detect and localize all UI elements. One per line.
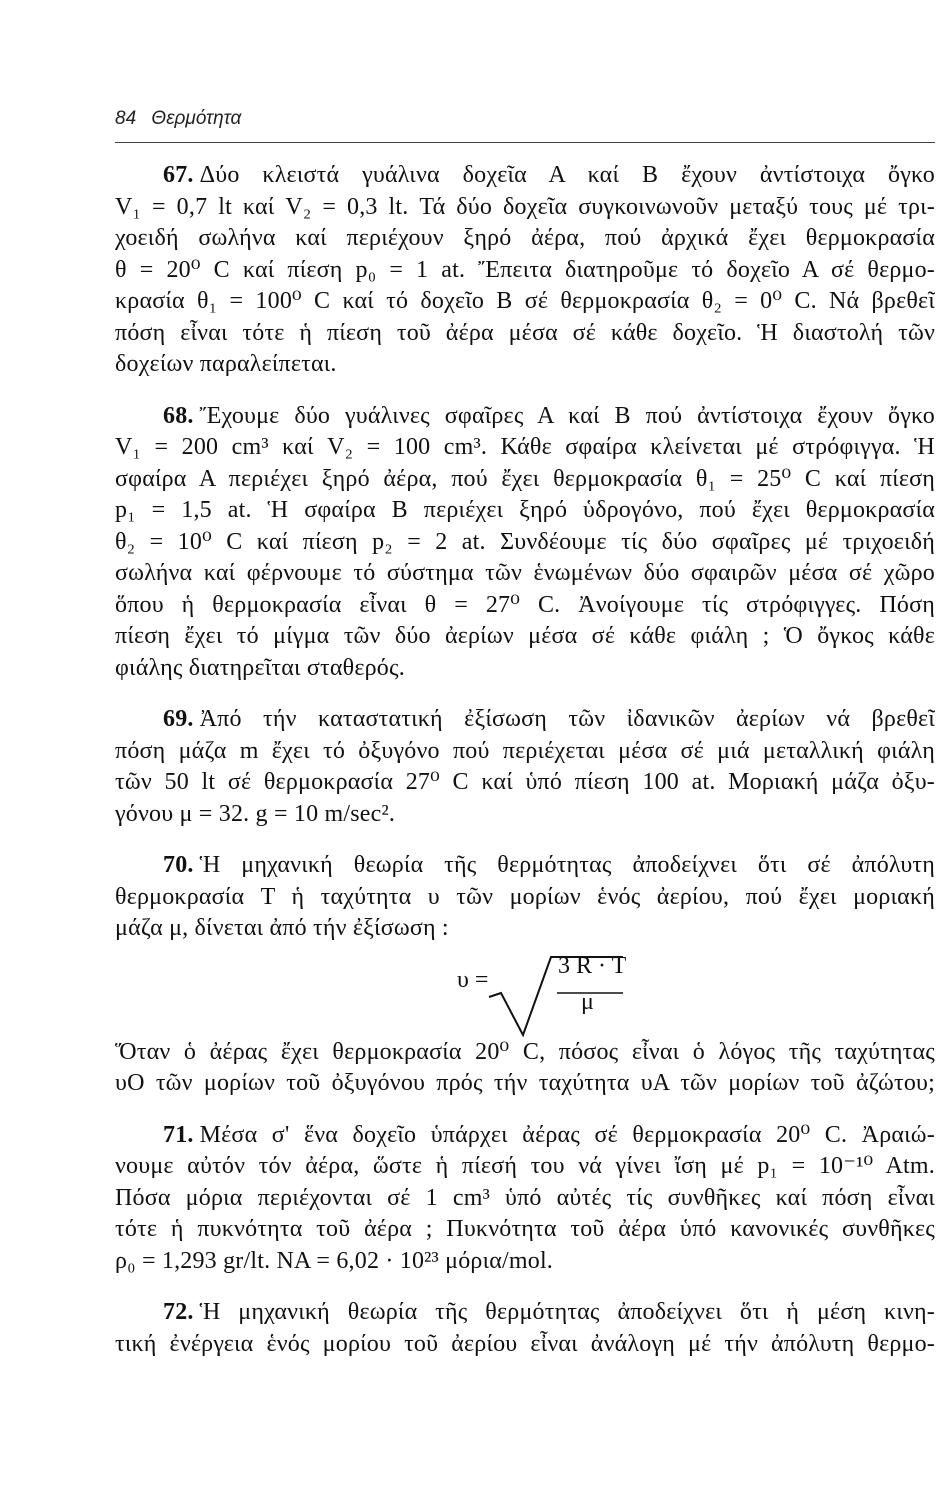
problem-number: 68. <box>163 402 194 429</box>
problem-67 <box>115 160 935 381</box>
problem-number: 67. <box>163 162 194 188</box>
problem-number: 70. <box>163 852 194 878</box>
text-line: νουμε αὐτόν τόν ἀέρα, ὥστε ἡ πίεσή του νά γίνει ἴση μέ p₁ = 10⁻¹⁰ Atm. <box>115 1153 935 1179</box>
text-line: υO τῶν μορίων τοῦ ὀξυγόνου πρός τήν ταχύτητα υA τῶν μορίων τοῦ ἀζώτου; <box>115 1070 935 1096</box>
text-line: p₁ = 1,5 at. Ἡ σφαίρα Β περιέχει ξηρό ὑδρογόνο, πού ἔχει θερμοκρασία <box>115 497 935 523</box>
problem-71 <box>115 1120 935 1278</box>
text-line: ρ₀ = 1,293 gr/lt. NA = 6,02 · 10²³ μόρια/mol. <box>115 1247 554 1274</box>
text-line: 71. Μέσα σ' ἕνα δοχεῖο ὑπάρχει ἀέρας σέ θερμοκρασία 20⁰ C. Ἀραιώ- <box>163 1121 935 1148</box>
text-line: πόση μάζα m ἔχει τό ὀξυγόνο πού περιέχεται μέσα σέ μιά μεταλλική φιάλη <box>115 737 935 764</box>
text-line: γόνου μ = 32. g = 10 m/sec². <box>115 800 396 827</box>
running-header <box>115 108 241 130</box>
text-line: δοχείων παραλείπεται. <box>115 351 337 377</box>
problem-number: 72. <box>163 1299 194 1325</box>
page-number: 84 <box>115 108 137 129</box>
text-line: πόση εἶναι τότε ἡ πίεση τοῦ ἀέρα μέσα σέ κάθε δοχεῖο. Ἡ διαστολή τῶν <box>115 319 935 346</box>
problem-number: 71. <box>163 1121 194 1148</box>
problem-number: 69. <box>163 706 194 732</box>
chapter-title: Θερμότητα <box>151 108 242 129</box>
problem-68 <box>115 401 935 685</box>
text-line: Ὅταν ὁ ἀέρας ἔχει θερμοκρασία 20⁰ C, πόσος εἶναι ὁ λόγος τῆς ταχύτητας <box>115 1038 935 1065</box>
problem-70 <box>115 850 935 1100</box>
text-line: τότε ἡ πυκνότητα τοῦ ἀέρα ; Πυκνότητα τοῦ ἀέρα ὑπό κανονικές συνθῆκες <box>115 1216 935 1242</box>
text-line: 69. Ἀπό τήν καταστατική ἐξίσωση τῶν ἰδανικῶν ἀερίων νά βρεθεῖ <box>163 706 935 732</box>
velocity-formula <box>115 951 935 1037</box>
formula-denominator: μ <box>581 988 594 1015</box>
problem-72 <box>115 1297 935 1360</box>
text-line: χοειδή σωλήνα καί περιέχουν ξηρό ἀέρα, πού ἀρχικά ἔχει θερμοκρασία <box>115 225 935 251</box>
text-line: φιάλης διατηρεῖται σταθερός. <box>115 654 405 681</box>
text-line: θ₂ = 10⁰ C καί πίεση p₂ = 2 at. Συνδέουμε τίς δύο σφαῖρες μέ τριχοειδή <box>115 528 935 555</box>
text-line: ὅπου ἡ θερμοκρασία εἶναι θ = 27⁰ C. Ἀνοίγουμε τίς στρόφιγγες. Πόση <box>115 591 935 618</box>
text-line: 72. Ἡ μηχανική θεωρία τῆς θερμότητας ἀποδείχνει ὅτι ἡ μέση κινη- <box>163 1299 935 1325</box>
page-body <box>115 160 935 1380</box>
text-line: πίεση ἔχει τό μίγμα τῶν δύο ἀερίων μέσα σέ κάθε φιάλη ; Ὁ ὄγκος κάθε <box>115 623 935 649</box>
text-line: 67. Δύο κλειστά γυάλινα δοχεῖα Α καί Β ἔχουν ἀντίστοιχα ὄγκο <box>163 162 935 188</box>
text-line: τῶν 50 lt σέ θερμοκρασία 27⁰ C καί ὑπό πίεση 100 at. Μοριακή μάζα ὀξυ- <box>115 769 935 795</box>
text-line: V₁ = 0,7 lt καί V₂ = 0,3 lt. Τά δύο δοχεῖα συγκοινωνοῦν μεταξύ τους μέ τρι- <box>115 193 935 220</box>
text-line: κρασία θ₁ = 100⁰ C καί τό δοχεῖο Β σέ θερμοκρασία θ₂ = 0⁰ C. Νά βρεθεῖ <box>115 288 935 314</box>
text-line: μάζα μ, δίνεται ἀπό τήν ἐξίσωση : <box>115 915 449 941</box>
formula-numerator: 3 R · T <box>558 952 627 979</box>
text-line: τική ἐνέργεια ἑνός μορίου τοῦ ἀερίου εἶναι ἀνάλογη μέ τήν ἀπόλυτη θερμο- <box>115 1330 935 1357</box>
text-line: θερμοκρασία T ἡ ταχύτητα υ τῶν μορίων ἑνός ἀερίου, πού ἔχει μοριακή <box>115 883 935 910</box>
header-rule <box>115 142 935 143</box>
text-line: Πόσα μόρια περιέχονται σέ 1 cm³ ὑπό αὐτές τίς συνθῆκες καί πόση εἶναι <box>115 1184 935 1211</box>
text-line: 68. Ἔχουμε δύο γυάλινες σφαῖρες Α καί Β πού ἀντίστοιχα ἔχουν ὄγκο <box>163 402 935 429</box>
formula-lhs: υ = <box>457 966 489 993</box>
problem-69 <box>115 704 935 830</box>
text-line: θ = 20⁰ C καί πίεση p₀ = 1 at. Ἔπειτα διατηροῦμε τό δοχεῖο Α σέ θερμο- <box>115 256 935 283</box>
text-line: σωλήνα καί φέρνουμε τό σύστημα τῶν ἑνωμένων δύο σφαιρῶν μέσα σέ χῶρο <box>115 560 935 586</box>
text-line: σφαίρα Α περιέχει ξηρό ἀέρα, πού ἔχει θερμοκρασία θ₁ = 25⁰ C καί πίεση <box>115 465 935 492</box>
text-line: V₁ = 200 cm³ καί V₂ = 100 cm³. Κάθε σφαίρα κλείνεται μέ στρόφιγγα. Ἡ <box>115 434 935 460</box>
text-line: 70. Ἡ μηχανική θεωρία τῆς θερμότητας ἀποδείχνει ὅτι σέ ἀπόλυτη <box>163 852 935 878</box>
